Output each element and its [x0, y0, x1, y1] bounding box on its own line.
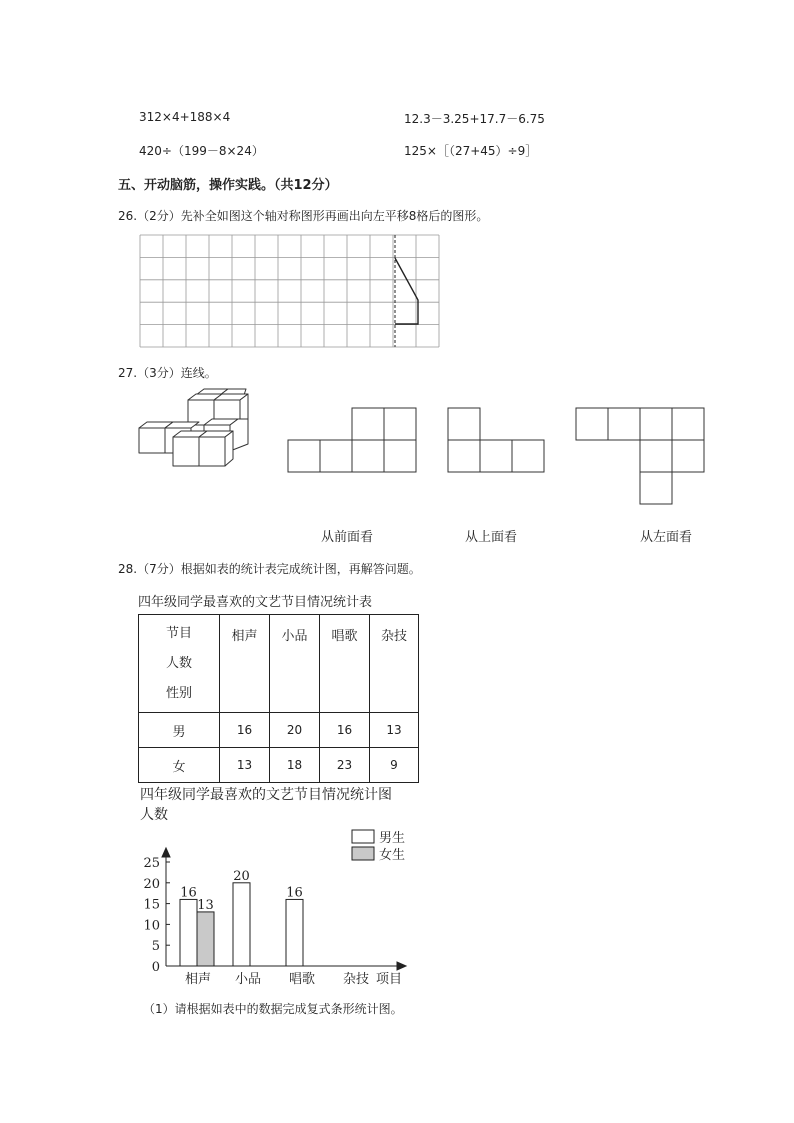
y-tick-label: 10: [143, 918, 160, 934]
table-cell: 13: [220, 748, 270, 783]
expr-3: 420÷（199－8×24）: [139, 144, 264, 158]
expr-4: 125×［（27+45）÷9］: [404, 144, 538, 158]
table-cell: 13: [370, 713, 419, 748]
bar-female: [197, 912, 214, 966]
table-cell: 9: [370, 748, 419, 783]
expr-2: 12.3－3.25+17.7－6.75: [404, 112, 545, 126]
table-cell: 18: [270, 748, 320, 783]
x-tick-label: 小品: [234, 972, 262, 987]
table-cell: 16: [220, 713, 270, 748]
legend-label-male: 男生: [379, 831, 406, 846]
bar-male: [180, 899, 197, 966]
col-header: 相声: [220, 615, 270, 713]
corner-header: 节目 人数 性别: [139, 615, 220, 713]
label-front-view: 从前面看: [321, 530, 374, 545]
x-tick-label: 相声: [184, 972, 212, 987]
bar-value-label: 13: [197, 897, 214, 913]
col-header: 唱歌: [320, 615, 370, 713]
legend-swatch-female: [352, 847, 374, 860]
legend-swatch-male: [352, 830, 374, 843]
x-axis-arrow: [397, 962, 406, 970]
q28-text: 28.（7分）根据如表的统计表完成统计图，再解答问题。: [118, 562, 421, 576]
table-cell: 20: [270, 713, 320, 748]
y-tick-label: 0: [151, 960, 160, 975]
y-tick-label: 20: [143, 876, 160, 892]
label-left-view: 从左面看: [640, 530, 693, 545]
label-top-view: 从上面看: [465, 530, 518, 545]
row-label: 男: [139, 713, 220, 748]
y-tick-label: 25: [143, 856, 160, 871]
legend-label-female: 女生: [379, 848, 406, 863]
table-cell: 23: [320, 748, 370, 783]
col-header: 小品: [270, 615, 320, 713]
bar-value-label: 20: [233, 868, 250, 884]
q28-sub1: （1）请根据如表中的数据完成复式条形统计图。: [143, 1002, 403, 1016]
y-axis-arrow: [162, 848, 170, 857]
x-tick-label: 唱歌: [288, 972, 316, 987]
y-tick-label: 5: [151, 939, 160, 955]
q26-text: 26.（2分）先补全如图这个轴对称图形再画出向左平移8格后的图形。: [118, 209, 489, 223]
y-tick-label: 15: [143, 897, 160, 913]
chart-ylabel: 人数: [140, 807, 168, 823]
table-cell: 16: [320, 713, 370, 748]
bar-male: [233, 883, 250, 966]
bar-value-label: 16: [180, 885, 197, 901]
x-tick-label: 杂技: [342, 972, 370, 987]
bar-value-label: 16: [286, 885, 303, 901]
table-title: 四年级同学最喜欢的文艺节目情况统计表: [138, 595, 373, 610]
q27-text: 27.（3分）连线。: [118, 366, 217, 380]
expr-1: 312×4+188×4: [139, 110, 231, 124]
chart-title: 四年级同学最喜欢的文艺节目情况统计图: [140, 787, 392, 803]
x-axis-label: 项目: [376, 972, 403, 987]
row-label: 女: [139, 748, 220, 783]
section-title: 五、开动脑筋，操作实践。（共12分）: [118, 178, 338, 193]
col-header: 杂技: [370, 615, 419, 713]
bar-male: [286, 899, 303, 966]
